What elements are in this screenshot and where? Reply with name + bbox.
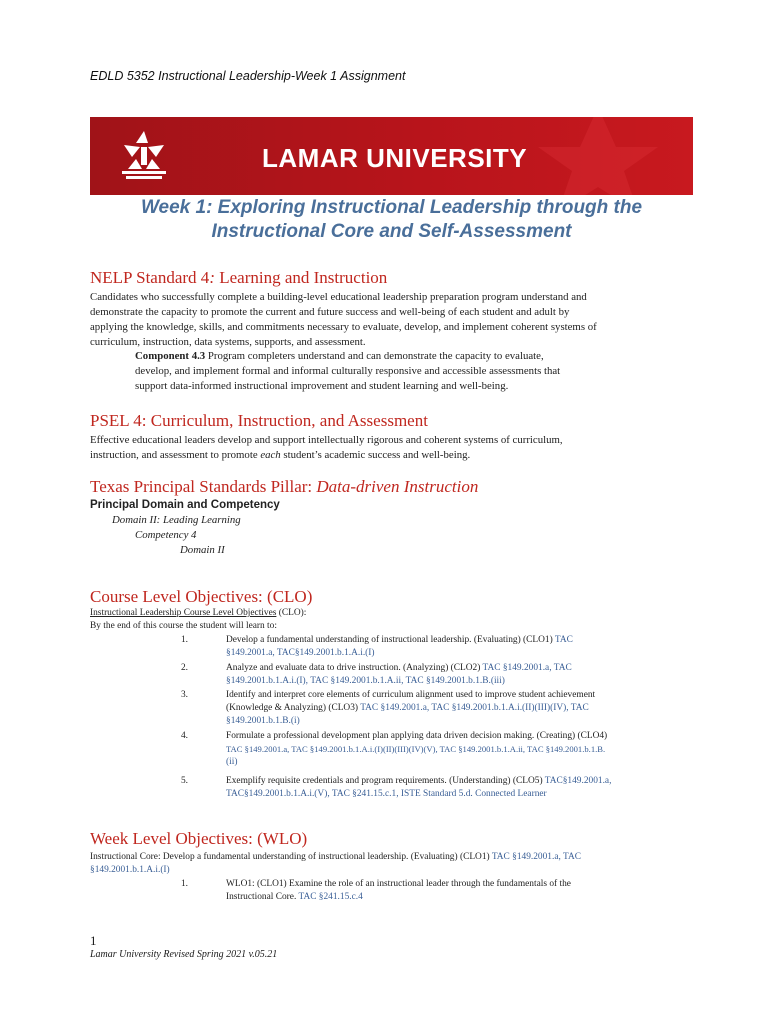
lamar-star-logo-icon	[114, 125, 254, 187]
nelp-body	[90, 290, 695, 350]
page-title	[90, 196, 693, 244]
tac-reference: TAC §241.15.c.4	[298, 892, 363, 902]
tac-reference: §149.2001.a, TAC§149.2001.b.1.A.i.(I)	[226, 648, 375, 658]
tac-reference: TAC §149.2001.a, TAC	[491, 852, 582, 862]
texas-domain2: Domain II	[180, 544, 225, 556]
tac-reference: TAC§149.2001.a,	[544, 776, 612, 786]
nelp-heading-main: NELP Standard 4	[90, 268, 210, 287]
tac-reference: §149.2001.b.1.A.i.(I)	[90, 865, 170, 875]
tac-reference: TAC §149.2001.a, TAC	[482, 663, 572, 673]
document-header: EDLD 5352 Instructional Leadership-Week 1 Assignment	[90, 69, 406, 83]
component-label: Component 4.3	[135, 350, 206, 362]
texas-heading-em: Data-driven Instruction	[316, 477, 479, 496]
component-text-line: support data-informed instructional improvement and student learning and well-being.	[135, 380, 509, 392]
texas-domain: Domain II: Leading Learning	[112, 514, 241, 526]
nelp-heading-rest: Learning and Instruction	[214, 268, 388, 287]
psel-body	[90, 433, 695, 463]
texas-heading-main: Texas Principal Standards Pillar:	[90, 477, 317, 496]
clo-intro-rest: (CLO):	[276, 608, 307, 618]
title-line-2: Instructional Core and Self-Assessment	[211, 221, 572, 242]
texas-competency: Competency 4	[135, 529, 197, 541]
tac-reference: §149.2001.b.1.B.(i)	[226, 716, 300, 726]
clo-heading: Course Level Objectives: (CLO)	[90, 587, 313, 606]
clo-intro	[90, 607, 306, 620]
psel-heading: PSEL 4: Curriculum, Instruction, and Assessment	[90, 411, 428, 430]
psel-body-em: each	[260, 449, 281, 461]
nelp-body-line: applying the knowledge, skills, and commitments necessary to evaluate, develop, and implement coherent systems of	[90, 321, 597, 333]
university-brand-name: LAMAR UNIVERSITY	[262, 143, 528, 173]
clo-intro-2: By the end of this course the student will learn to:	[90, 621, 277, 631]
texas-subheading: Principal Domain and Competency	[90, 499, 280, 511]
component-text-line: develop, and implement formal and informal culturally responsive and accessible assessments that	[135, 365, 561, 377]
footer-note: Lamar University Revised Spring 2021 v.05.21	[90, 949, 278, 960]
nelp-body-line: demonstrate the capacity to promote the current and future success and well-being of each student and adult by	[90, 306, 570, 318]
tac-reference: TAC §149.2001.a, TAC §149.2001.b.1.A.i.(II)(III)(IV), TAC	[360, 703, 589, 713]
nelp-body-line: curriculum, instruction, data systems, supports, and assessment.	[90, 336, 366, 348]
psel-body-pre: instruction, and assessment to promote	[90, 449, 261, 461]
nelp-body-line: Candidates who successfully complete a building-level educational leadership preparation program understand and	[90, 291, 587, 303]
component-text-line: Program completers understand and can demonstrate the capacity to evaluate,	[205, 350, 544, 362]
psel-body-post: student’s academic success and well-being.	[280, 449, 471, 461]
nelp-heading	[90, 268, 387, 288]
tac-reference: TAC	[554, 635, 573, 645]
title-line-1: Week 1: Exploring Instructional Leadership through the	[140, 197, 643, 218]
wlo-intro: Instructional Core: Develop a fundamental understanding of instructional leadership. (Evaluating) (CLO1) TAC §149.2001.a, TAC §149.2001.b.1.A.i.(I)	[90, 851, 695, 877]
psel-body-line: Effective educational leaders develop and support intellectually rigorous and coherent systems of curriculum,	[90, 434, 563, 446]
tac-reference: §149.2001.b.1.A.i.(I), TAC §149.2001.b.1.A.ii, TAC §149.2001.b.1.B.(iii)	[226, 676, 505, 686]
texas-heading	[90, 477, 478, 497]
tac-reference: (ii)	[226, 757, 238, 767]
nelp-heading-sep: :	[209, 268, 215, 287]
page-number: 1	[90, 933, 97, 948]
nelp-component	[135, 349, 695, 394]
clo-intro-underlined: Instructional Leadership Course Level Objectives	[90, 608, 277, 618]
tac-reference: TAC§149.2001.b.1.A.i.(V), TAC §241.15.c.1, ISTE Standard 5.d. Connected Learner	[226, 789, 547, 799]
wlo-heading: Week Level Objectives: (WLO)	[90, 829, 308, 848]
university-banner	[90, 117, 693, 195]
tac-reference: TAC §149.2001.a, TAC §149.2001.b.1.A.i.(I)(II)(III)(IV)(V), TAC §149.2001.b.1.A.ii, TAC §149.2001.b.1.B.	[226, 744, 606, 754]
